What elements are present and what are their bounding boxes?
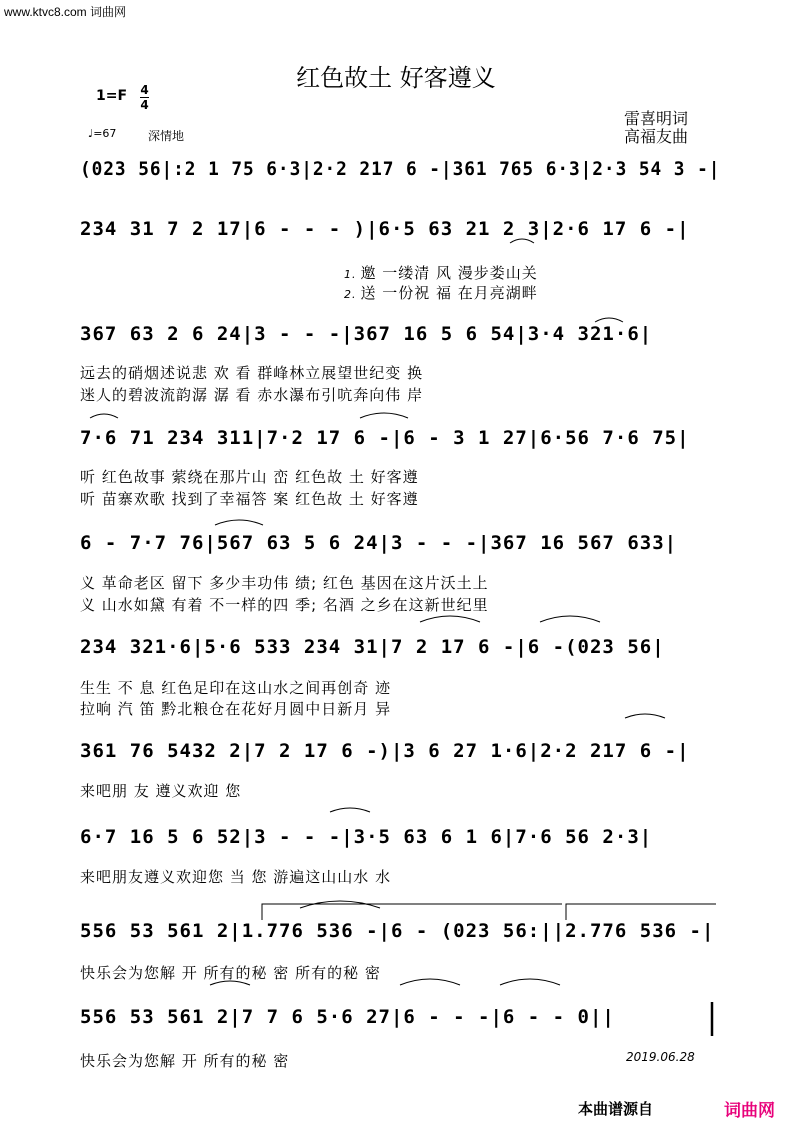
site-name: 词曲网 (90, 5, 127, 19)
score-line-4: 7·6 71 234 311|7·2 17 6 -|6 - 3 1 27|6·56 7·6 75| (80, 427, 690, 449)
lyric-line-8: 来吧朋友遵义欢迎您 当 您 游遍这山山水 水 (80, 868, 392, 886)
score-line-7: 361 76 5432 2|7 2 17 6 -)|3 6 27 1·6|2·2 217 6 -| (80, 740, 690, 762)
lyric-line-2a (344, 262, 538, 283)
lyric-line-7: 来吧朋 友 遵义欢迎 您 (80, 782, 242, 800)
verse-number: 2. (344, 288, 357, 301)
lyric-line-5b: 义 山水如黛 有着 不一样的四 季; 名酒 之乡在这新世纪里 (80, 596, 489, 614)
slur (595, 318, 623, 322)
lyric-text: 送 一份祝 福 在月亮湖畔 (360, 284, 538, 302)
lyric-line-2b (344, 282, 538, 303)
lyric-text: 邀 一缕清 风 漫步娄山关 (360, 264, 538, 282)
lyric-line-10: 快乐会为您解 开 所有的秘 密 (80, 1052, 290, 1070)
score-line-9: 556 53 561 2|1.776 536 -|6 - (023 56:||2.776 536 -| (80, 920, 715, 942)
meter-bottom: 4 (140, 98, 149, 112)
lyric-line-6a: 生生 不 息 红色足印在这山水之间再创奇 迹 (80, 679, 392, 697)
score-line-10: 556 53 561 2|7 7 6 5·6 27|6 - - -|6 - - 0|| (80, 1006, 615, 1028)
expression-marking: 深情地 (148, 129, 185, 143)
score-line-8: 6·7 16 5 6 52|3 - - -|3·5 63 6 1 6|7·6 56 2·3| (80, 826, 653, 848)
key-signature: 1=F (96, 88, 128, 104)
lyricist-credit: 雷喜明词 (624, 109, 689, 128)
verse-number: 1. (344, 268, 357, 281)
composer-credit: 高福友曲 (624, 127, 689, 146)
lyric-line-9: 快乐会为您解 开 所有的秘 密 所有的秘 密 (80, 964, 381, 982)
lyric-line-5a: 义 革命老区 留下 多少丰功伟 绩; 红色 基因在这片沃土上 (80, 574, 489, 592)
lyric-line-3b: 迷人的碧波流韵潺 潺 看 赤水瀑布引吭奔向伟 岸 (80, 386, 424, 404)
score-line-6: 234 321·6|5·6 533 234 31|7 2 17 6 -|6 -(023 56| (80, 636, 665, 658)
song-title: 红色故土 好客遵义 (296, 64, 496, 92)
slur (540, 616, 600, 622)
score-line-1: (023 56|:2 1 75 6·3|2·2 217 6 -|361 765 6·3|2·3 54 3 -| (80, 158, 721, 180)
source-label: 本曲谱源自 (578, 1100, 654, 1118)
slur (215, 520, 263, 525)
lyric-line-6b: 拉响 汽 笛 黔北粮仓在花好月圆中日新月 异 (80, 700, 392, 718)
score-line-5: 6 - 7·7 76|567 63 5 6 24|3 - - -|367 16 567 633| (80, 532, 678, 554)
volta-2 (566, 904, 716, 920)
meter-top: 4 (140, 83, 149, 97)
score-line-2: 234 31 7 2 17|6 - - - )|6·5 63 21 2 3|2·6 17 6 -| (80, 218, 690, 240)
score-line-3: 367 63 2 6 24|3 - - -|367 16 5 6 54|3·4 321·6| (80, 323, 653, 345)
lyric-line-4b: 听 苗寨欢歌 找到了幸福答 案 红色故 土 好客遵 (80, 490, 419, 508)
slur (330, 808, 370, 812)
slur (360, 413, 408, 418)
lyric-line-4a: 听 红色故事 萦绕在那片山 峦 红色故 土 好客遵 (80, 468, 419, 486)
slur (420, 616, 480, 622)
tempo-marking: ♩=67 (88, 127, 117, 140)
lyric-line-3a: 远去的硝烟述说悲 欢 看 群峰林立展望世纪变 换 (80, 364, 424, 382)
volta-brackets (262, 904, 716, 920)
brand-logo-text[interactable]: 词曲网 (724, 1101, 775, 1121)
date-stamp: 2019.06.28 (626, 1050, 695, 1064)
slur (90, 414, 118, 418)
site-url: www.ktvc8.com (4, 5, 87, 19)
volta-1 (262, 904, 562, 920)
